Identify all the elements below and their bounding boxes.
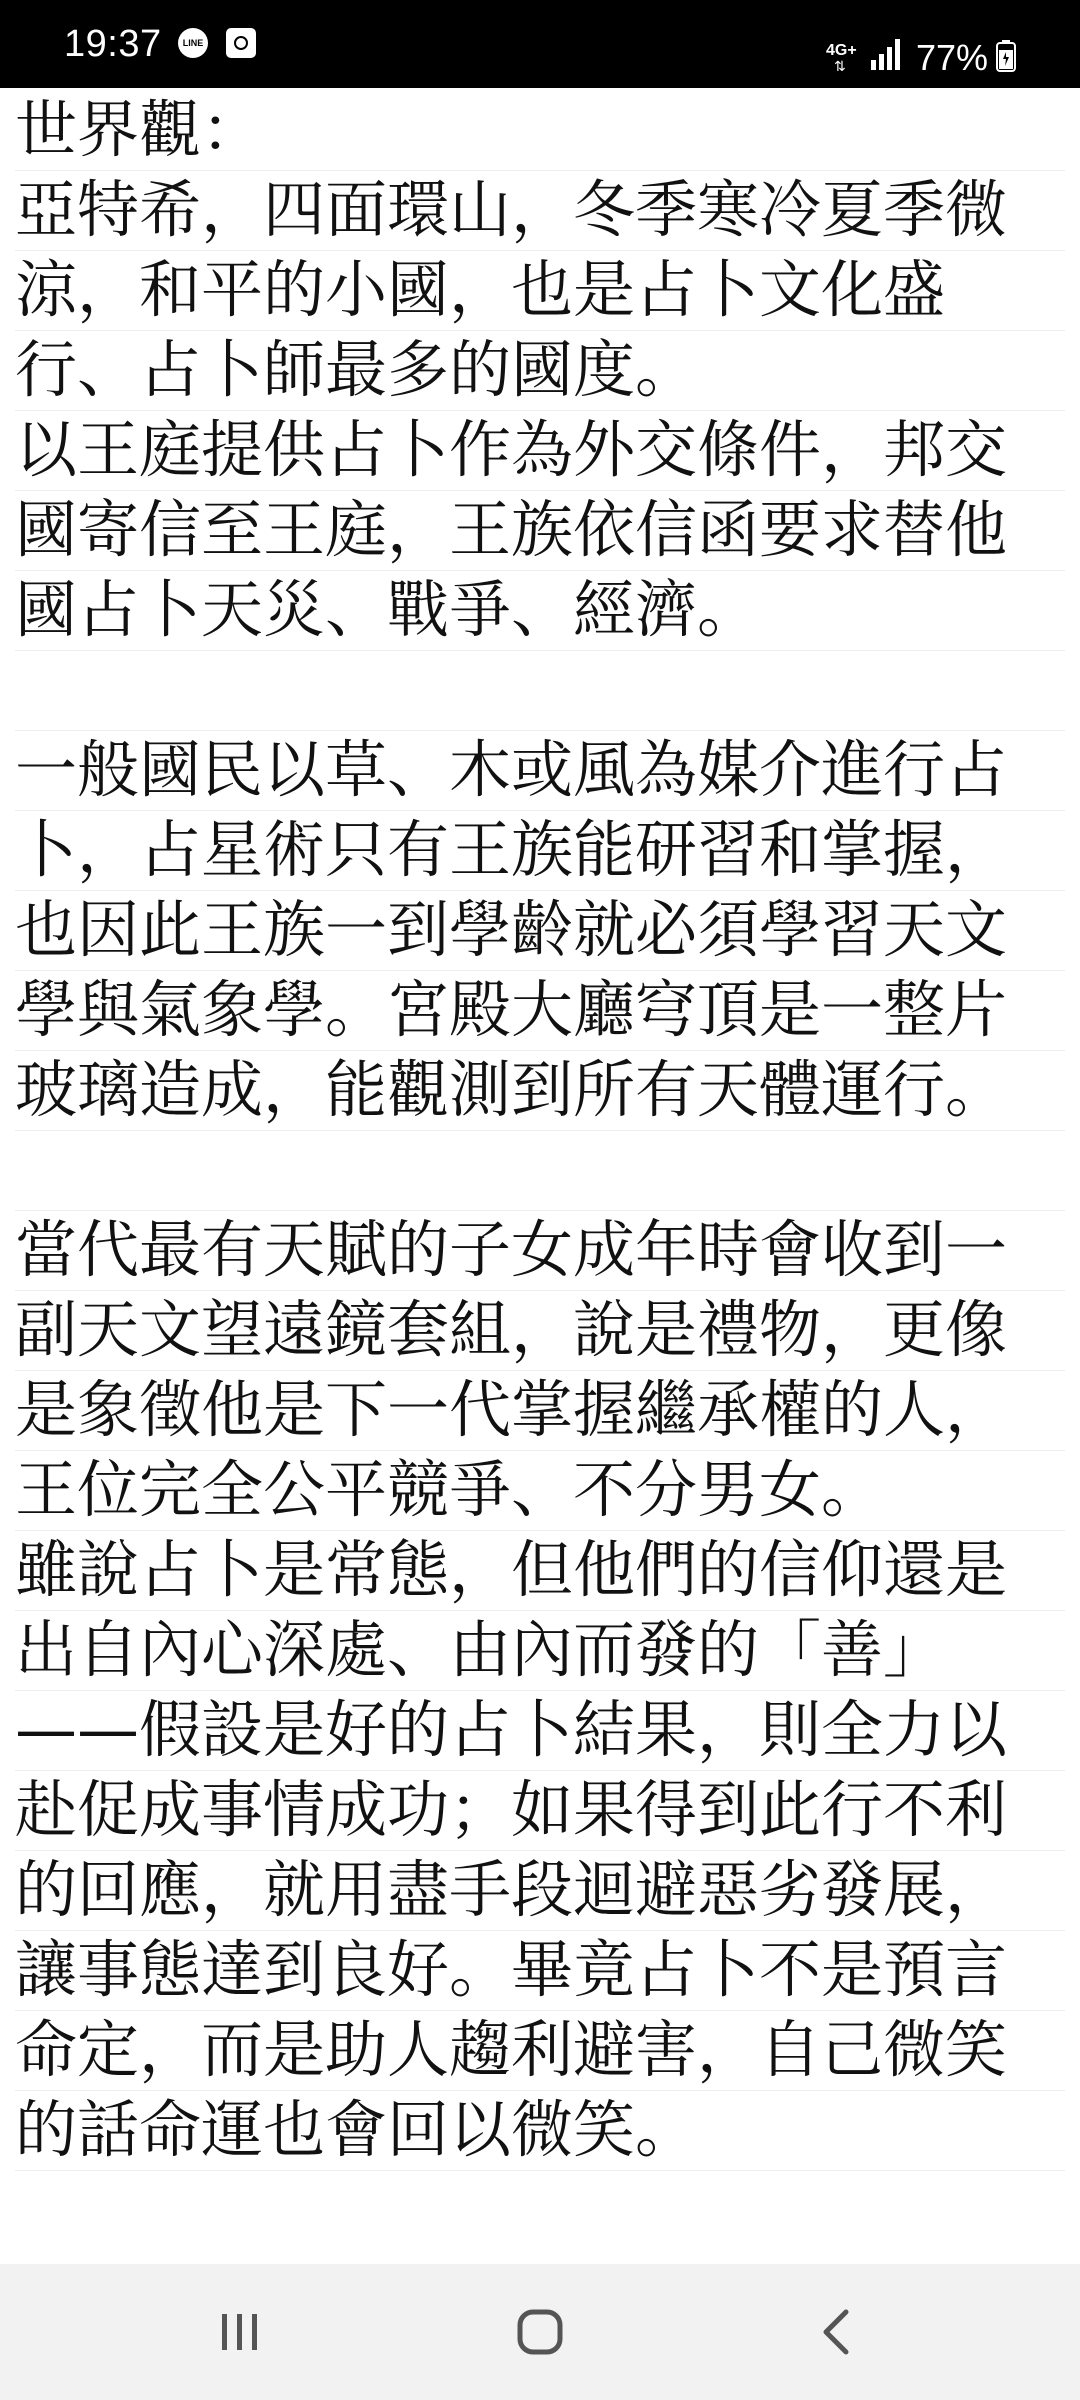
back-icon[interactable] — [808, 2302, 868, 2362]
home-icon[interactable] — [510, 2302, 570, 2362]
text-line: 行、占卜師最多的國度。 — [15, 330, 1065, 411]
text-line: 雖說占卜是常態，但他們的信仰還是 — [15, 1530, 1065, 1611]
text-line: 的回應，就用盡手段迴避惡劣發展， — [15, 1850, 1065, 1931]
text-line: 國寄信至王庭，王族依信函要求替他 — [15, 490, 1065, 571]
battery-percentage: 77% — [916, 37, 989, 78]
text-line: 涼，和平的小國，也是占卜文化盛 — [15, 250, 1065, 331]
text-line: 王位完全公平競爭、不分男女。 — [15, 1450, 1065, 1531]
text-line: 是象徵他是下一代掌握繼承權的人， — [15, 1370, 1065, 1451]
text-line: 讓事態達到良好。畢竟占卜不是預言 — [15, 1930, 1065, 2011]
text-line: 命定，而是助人趨利避害，自己微笑 — [15, 2010, 1065, 2091]
text-line: 國占卜天災、戰爭、經濟。 — [15, 570, 1065, 651]
navigation-bar — [0, 2264, 1080, 2400]
text-line: 以王庭提供占卜作為外交條件，邦交 — [15, 410, 1065, 491]
status-bar — [0, 0, 1080, 88]
document-content[interactable] — [0, 88, 1080, 2264]
text-line: 的話命運也會回以微笑。 — [15, 2090, 1065, 2171]
line-app-icon: LINE — [178, 28, 208, 58]
text-line: 當代最有天賦的子女成年時會收到一 — [15, 1210, 1065, 1291]
network-activity-icon: ⇅ — [834, 59, 846, 75]
text-line: 一般國民以草、木或風為媒介進行占 — [15, 730, 1065, 811]
text-line: 學與氣象學。宮殿大廳穹頂是一整片 — [15, 970, 1065, 1051]
text-line: 也因此王族一到學齡就必須學習天文 — [15, 890, 1065, 971]
blank-line — [15, 650, 1065, 731]
status-time: 19:37 — [64, 23, 162, 65]
battery-icon — [996, 40, 1016, 72]
text-line: 出自內心深處、由內而發的「善」 — [15, 1610, 1065, 1691]
network-type: 4G+ — [826, 42, 857, 59]
text-line: 副天文望遠鏡套組，說是禮物，更像 — [15, 1290, 1065, 1371]
text-line: 玻璃造成，能觀測到所有天體運行。 — [15, 1050, 1065, 1131]
recents-icon[interactable] — [210, 2302, 270, 2362]
signal-strength-icon — [870, 36, 904, 70]
text-line: ——假設是好的占卜結果，則全力以 — [15, 1690, 1065, 1771]
text-line: 卜，占星術只有王族能研習和掌握， — [15, 810, 1065, 891]
text-line: 世界觀： — [15, 90, 1065, 171]
text-line: 赴促成事情成功；如果得到此行不利 — [15, 1770, 1065, 1851]
text-line: 亞特希，四面環山，冬季寒冷夏季微 — [15, 170, 1065, 251]
app-notification-icon — [226, 28, 256, 58]
blank-line — [15, 1130, 1065, 1211]
